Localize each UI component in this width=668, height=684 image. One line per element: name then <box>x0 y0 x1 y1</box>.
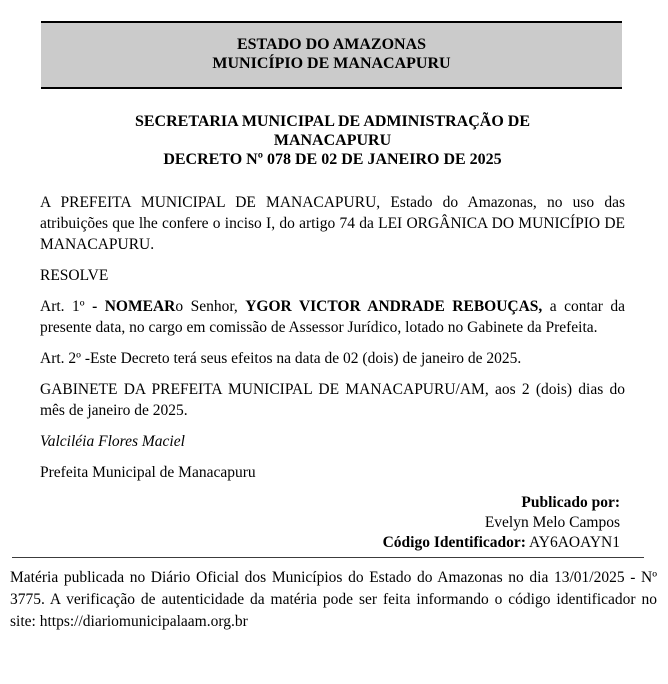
article-1-prefix: Art. 1º <box>40 298 93 315</box>
title-city-line: MANACAPURU <box>273 132 392 149</box>
paragraph-article-1 <box>40 296 625 338</box>
published-by-name: Evelyn Melo Campos <box>484 514 620 531</box>
header-banner <box>41 21 622 89</box>
article-1-nomear-bold: - NOMEAR <box>92 298 176 315</box>
identifier-label: Código Identificador: <box>382 534 526 551</box>
document-page <box>0 21 668 684</box>
article-1-suffix: a contar da presente data, no cargo em comissão de Assessor Jurídico, lotado no Gabinete da Prefeita. <box>40 298 625 336</box>
article-1-appointee-name: YGOR VICTOR ANDRADE REBOUÇAS, <box>245 298 543 315</box>
identifier-value: AY6AOAYN1 <box>525 534 620 551</box>
footer-publication-note: Matéria publicada no Diário Oficial dos Municípios do Estado do Amazonas no dia 13/01/2025 - Nº 3775. A verificação de autenticidade da matéria pode ser feita informando o código identificador no site: https://diariomunicipalaam.org.br <box>10 569 657 630</box>
footer-divider <box>12 557 644 558</box>
paragraph-gabinete: GABINETE DA PREFEITA MUNICIPAL DE MANACAPURU/AM, aos 2 (dois) dias do mês de janeiro de 2025. <box>40 381 625 419</box>
title-decree-line: DECRETO Nº 078 DE 02 DE JANEIRO DE 2025 <box>163 151 502 168</box>
published-by-label: Publicado por: <box>521 494 620 511</box>
banner-municipality-line: MUNICÍPIO DE MANACAPURU <box>212 55 451 72</box>
published-by-block <box>40 493 620 553</box>
paragraph-article-2: Art. 2º -Este Decreto terá seus efeitos na data de 02 (dois) de janeiro de 2025. <box>40 350 522 367</box>
paragraph-preamble: A PREFEITA MUNICIPAL DE MANACAPURU, Estado do Amazonas, no uso das atribuições que lhe confere o inciso I, do artigo 74 da LEI ORGÂNICA DO MUNICÍPIO DE MANACAPURU. <box>40 194 625 253</box>
identifier-line <box>40 533 620 553</box>
banner-state-line: ESTADO DO AMAZONAS <box>236 36 427 53</box>
document-title <box>40 112 625 169</box>
document-body <box>40 192 625 483</box>
paragraph-resolve: RESOLVE <box>40 267 109 284</box>
signature-role: Prefeita Municipal de Manacapuru <box>40 464 256 481</box>
article-1-mid: o Senhor, <box>175 298 246 315</box>
title-secretariat-line: SECRETARIA MUNICIPAL DE ADMINISTRAÇÃO DE <box>134 113 530 130</box>
signature-name: Valciléia Flores Maciel <box>40 433 185 450</box>
